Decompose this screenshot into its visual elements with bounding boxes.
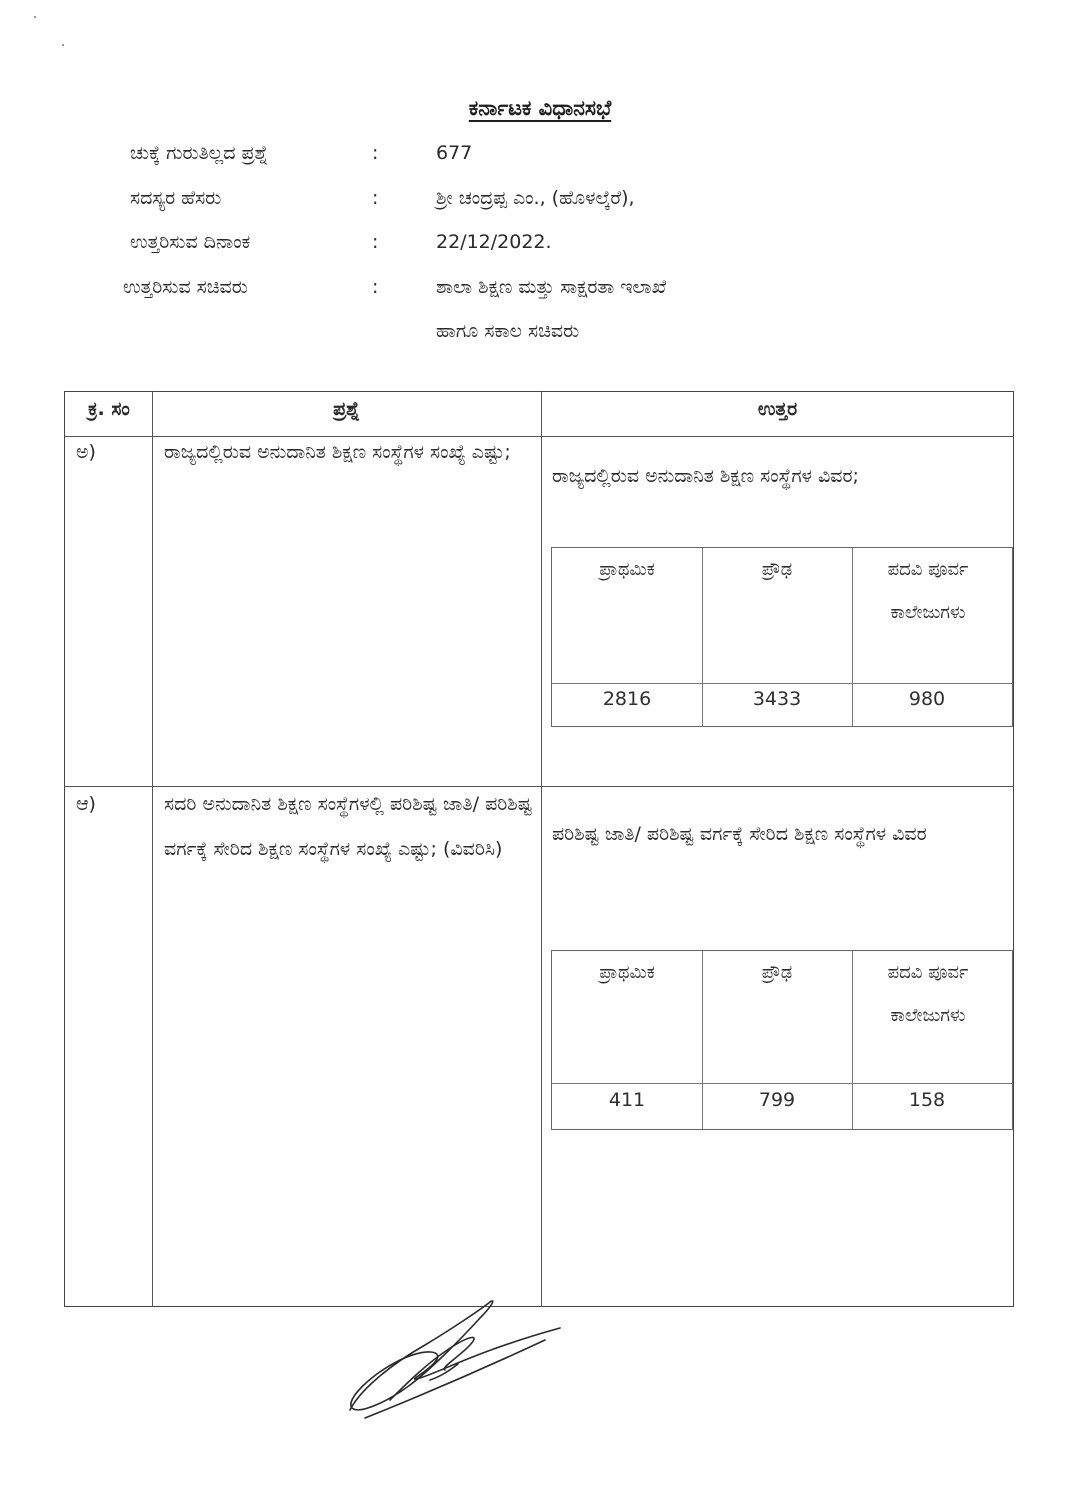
scan-speck	[62, 44, 64, 46]
meta-label-question-type: ಚುಕ್ಕೆ ಗುರುತಿಲ್ಲದ ಪ್ರಶ್ನೆ	[130, 142, 269, 164]
meta-value-answer-date: 22/12/2022.	[436, 231, 552, 253]
row-question: ರಾಜ್ಯದಲ್ಲಿರುವ ಅನುದಾನಿತ ಶಿಕ್ಷಣ ಸಂಸ್ಥೆಗಳ ಸಂಖ್ಯೆ ಎಷ್ಟು;	[164, 441, 511, 463]
meta-colon: :	[372, 142, 379, 164]
count-header-high-school: ಪ್ರೌಢ	[761, 962, 793, 983]
meta-colon: :	[372, 231, 379, 253]
count-header-primary: ಪ್ರಾಥಮಿಕ	[599, 962, 655, 983]
meta-colon: :	[372, 276, 379, 298]
count-header-primary: ಪ್ರಾಥಮಿಕ	[599, 559, 655, 580]
count-value-primary: 411	[608, 1089, 646, 1111]
column-divider	[541, 391, 542, 1307]
count-value-pu-college: 158	[908, 1089, 946, 1111]
meta-value-question-number: 677	[436, 142, 473, 164]
row-question: ಸದರಿ ಅನುದಾನಿತ ಶಿಕ್ಷಣ ಸಂಸ್ಥೆಗಳಲ್ಲಿ ಪರಿಶಿಷ್ಟ ಜಾತಿ/ ಪರಿಶಿಷ್ಟ ವರ್ಗಕ್ಕೆ ಸೇರಿದ ಶಿಕ್ಷಣ ಸಂಸ್ಥೆಗಳ ಸಂಖ್ಯೆ ಎಷ್ಟು; (ವಿವರಿಸಿ)	[164, 793, 532, 860]
count-header-pu-college: ಪದವಿ ಪೂರ್ವ ಕಾಲೇಜುಗಳು	[887, 559, 969, 623]
signature-image	[330, 1290, 580, 1430]
row-answer-intro: ರಾಜ್ಯದಲ್ಲಿರುವ ಅನುದಾನಿತ ಶಿಕ್ಷಣ ಸಂಸ್ಥೆಗಳ ವಿವರ;	[552, 465, 859, 487]
header-sl-no: ಕ್ರ. ಸಂ	[88, 398, 130, 420]
meta-value-minister-line2: ಹಾಗೂ ಸಕಾಲ ಸಚಿವರು	[436, 320, 580, 342]
scan-speck	[34, 16, 36, 18]
meta-label-minister: ಉತ್ತರಿಸುವ ಸಚಿವರು	[123, 276, 248, 298]
answer-count-table	[551, 950, 1013, 1130]
count-header-high-school: ಪ್ರೌಢ	[761, 559, 793, 580]
meta-label-answer-date: ಉತ್ತರಿಸುವ ದಿನಾಂಕ	[130, 231, 251, 253]
count-value-primary: 2816	[602, 688, 652, 710]
count-value-high-school: 3433	[752, 688, 802, 710]
header-answer: ಉತ್ತರ	[757, 398, 798, 420]
count-value-pu-college: 980	[908, 688, 946, 710]
answer-count-table	[551, 547, 1013, 727]
column-divider	[152, 391, 153, 1307]
row-answer-intro: ಪರಿಶಿಷ್ಟ ಜಾತಿ/ ಪರಿಶಿಷ್ಟ ವರ್ಗಕ್ಕೆ ಸೇರಿದ ಶಿಕ್ಷಣ ಸಂಸ್ಥೆಗಳ ವಿವರ	[552, 823, 927, 845]
meta-label-member-name: ಸದಸ್ಯರ ಹೆಸರು	[130, 187, 222, 209]
header-question: ಪ್ರಶ್ನೆ	[333, 398, 360, 420]
row-sl-no: ಅ)	[76, 441, 96, 463]
document-title: ಕರ್ನಾಟಕ ವಿಧಾನಸಭೆ	[468, 96, 612, 120]
meta-colon: :	[372, 187, 379, 209]
count-value-high-school: 799	[758, 1089, 796, 1111]
meta-value-member-name: ಶ್ರೀ ಚಂದ್ರಪ್ಪ ಎಂ., (ಹೊಳಲ್ಕೆರೆ),	[436, 187, 635, 209]
count-header-pu-college: ಪದವಿ ಪೂರ್ವ ಕಾಲೇಜುಗಳು	[887, 962, 969, 1026]
meta-value-minister: ಶಾಲಾ ಶಿಕ್ಷಣ ಮತ್ತು ಸಾಕ್ಷರತಾ ಇಲಾಖೆ	[436, 276, 667, 298]
row-sl-no: ಆ)	[76, 793, 96, 815]
